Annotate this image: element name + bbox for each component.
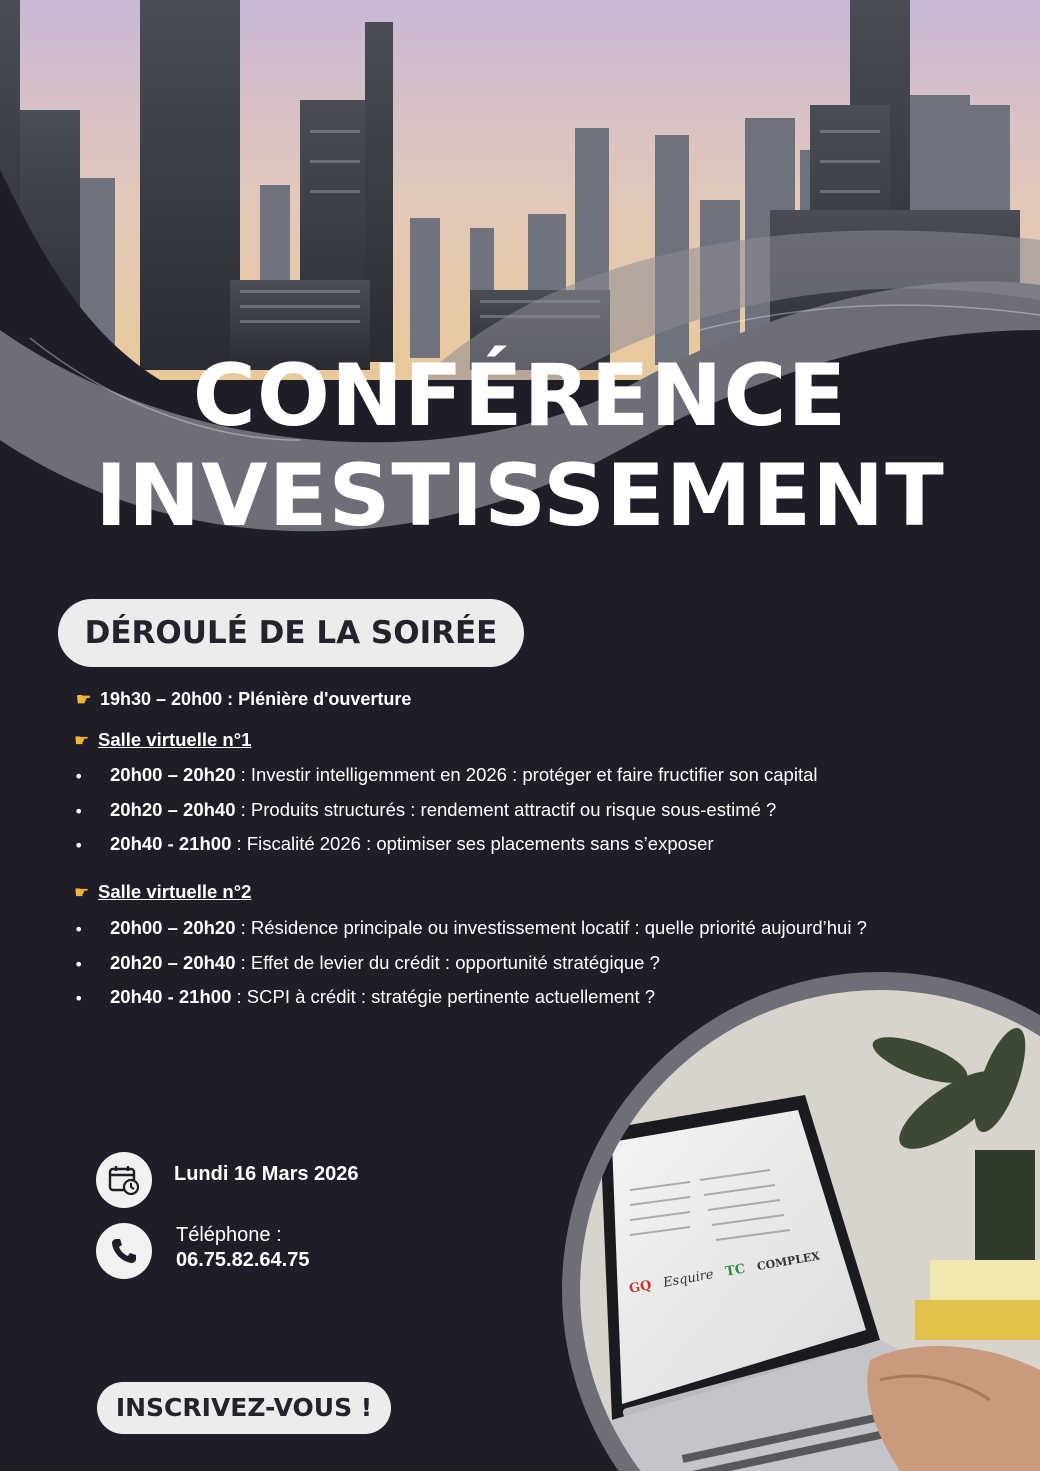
room-heading-text: Salle virtuelle n°2 (98, 881, 252, 902)
session-time: 20h20 – 20h40 (110, 952, 236, 973)
bullet: • (74, 767, 84, 786)
session-time: 20h00 – 20h20 (110, 917, 236, 938)
phone-label: Téléphone : (176, 1224, 282, 1246)
phone-number[interactable]: 06.75.82.64.75 (176, 1249, 310, 1271)
opening-text: 19h30 – 20h00 : Plénière d'ouverture (100, 689, 412, 709)
bullet: • (74, 802, 84, 821)
session-title: : Produits structurés : rendement attractif ou risque sous-estimé ? (235, 799, 777, 820)
session-title: : Fiscalité 2026 : optimiser ses placements sans s’exposer (231, 833, 714, 854)
phone-icon[interactable] (96, 1223, 152, 1279)
session-time: 20h00 – 20h20 (110, 764, 236, 785)
title-line-2: INVESTISSEMENT (95, 446, 945, 546)
session-title: : Investir intelligemment en 2026 : protéger et faire fructifier son capital (235, 764, 818, 785)
session-title: : Effet de levier du crédit : opportunité stratégique ? (235, 952, 660, 973)
logo-complex: COMPLEX (756, 1249, 821, 1274)
session-item (110, 764, 818, 786)
session-item (110, 952, 660, 974)
session-time: 20h20 – 20h40 (110, 799, 236, 820)
section-heading-pill: DÉROULÉ DE LA SOIRÉE (58, 599, 524, 667)
title-line-1: CONFÉRENCE (192, 346, 848, 446)
bullet: • (74, 920, 84, 939)
bullet: • (74, 836, 84, 855)
calendar-clock-icon (96, 1152, 152, 1208)
bullet: • (74, 955, 84, 974)
room-1-heading (74, 729, 251, 751)
session-item (110, 799, 776, 821)
opening-row (76, 689, 411, 710)
session-item (110, 917, 867, 939)
pointing-hand-icon: ☛ (74, 731, 90, 750)
logo-gq: GQ (628, 1278, 653, 1297)
session-time: 20h40 - 21h00 (110, 986, 232, 1007)
session-item (110, 986, 655, 1008)
register-button[interactable]: INSCRIVEZ-VOUS ! (97, 1382, 391, 1434)
pointing-hand-icon: ☛ (74, 883, 90, 902)
session-title: : SCPI à crédit : stratégie pertinente actuellement ? (231, 986, 656, 1007)
session-item (110, 833, 714, 855)
logo-tc: TC (724, 1261, 747, 1280)
pointing-hand-icon: ☛ (76, 690, 92, 709)
session-time: 20h40 - 21h00 (110, 833, 232, 854)
session-title: : Résidence principale ou investissement locatif : quelle priorité aujourd’hui ? (235, 917, 867, 938)
room-2-heading (74, 881, 251, 903)
room-heading-text: Salle virtuelle n°1 (98, 729, 252, 750)
logo-esquire: Esquire (662, 1267, 715, 1291)
event-date: Lundi 16 Mars 2026 (174, 1163, 359, 1185)
bullet: • (74, 989, 84, 1008)
